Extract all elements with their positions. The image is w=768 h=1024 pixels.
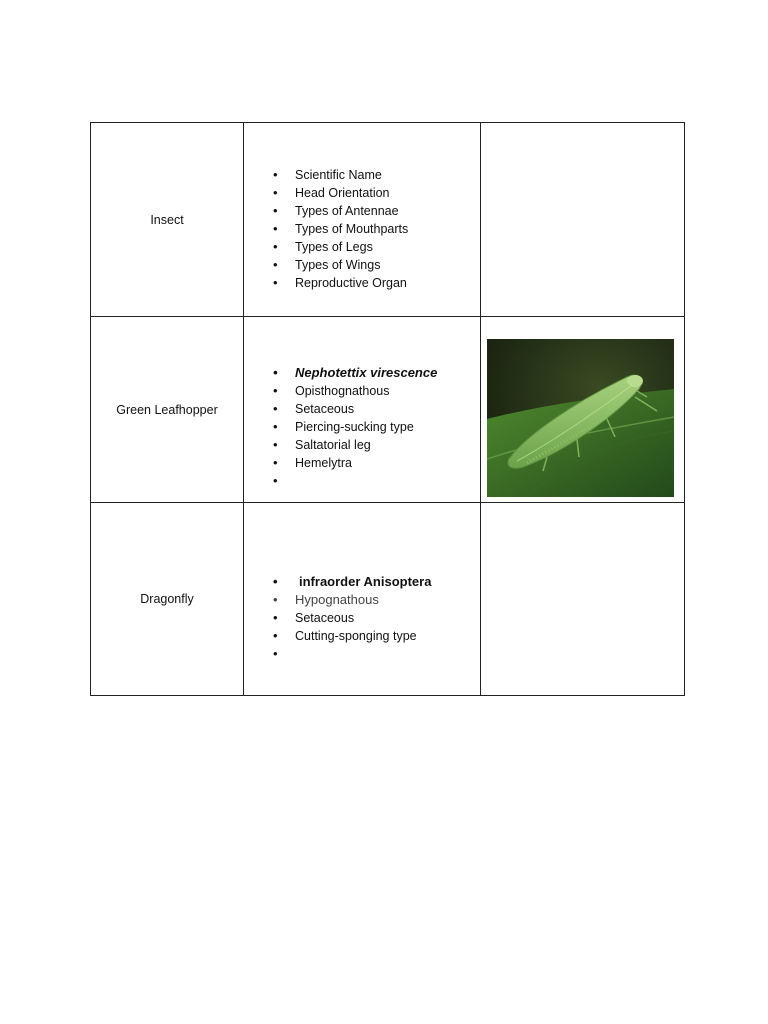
list-item: • Types of Legs [295, 238, 480, 256]
property-list [244, 347, 480, 472]
property-list-cell [244, 123, 481, 317]
property-list [244, 148, 480, 292]
list-item: • Piercing-sucking type [295, 418, 480, 436]
property-list-cell [244, 503, 481, 696]
green-leafhopper-photo [487, 339, 674, 497]
image-cell [481, 317, 685, 503]
scientific-name: • infraorder Anisoptera [295, 573, 480, 591]
list-item: • Types of Antennae [295, 202, 480, 220]
list-item: • Hypognathous [295, 591, 480, 609]
list-item: • Setaceous [295, 609, 480, 627]
empty-image-cell [481, 123, 685, 317]
property-list [244, 554, 480, 645]
list-item: • Cutting-sponging type [295, 627, 480, 645]
row-name-cell: Insect [91, 123, 244, 317]
list-item: • Head Orientation [295, 184, 480, 202]
row-name-cell: Green Leafhopper [91, 317, 244, 503]
list-item: • Hemelytra [295, 454, 480, 472]
scientific-name: • Nephotettix virescence [295, 364, 480, 382]
table-row [91, 317, 685, 503]
list-item: • Types of Wings [295, 256, 480, 274]
list-item: • Reproductive Organ [295, 274, 480, 292]
empty-image-cell [481, 503, 685, 696]
row-name-cell: Dragonfly [91, 503, 244, 696]
list-item: • Saltatorial leg [295, 436, 480, 454]
table-row [91, 123, 685, 317]
property-list-cell [244, 317, 481, 503]
insect-table [90, 122, 685, 696]
list-item: • Types of Mouthparts [295, 220, 480, 238]
list-item: • Scientific Name [295, 166, 480, 184]
list-item: • Setaceous [295, 400, 480, 418]
table-row [91, 503, 685, 696]
list-item: • Opisthognathous [295, 382, 480, 400]
